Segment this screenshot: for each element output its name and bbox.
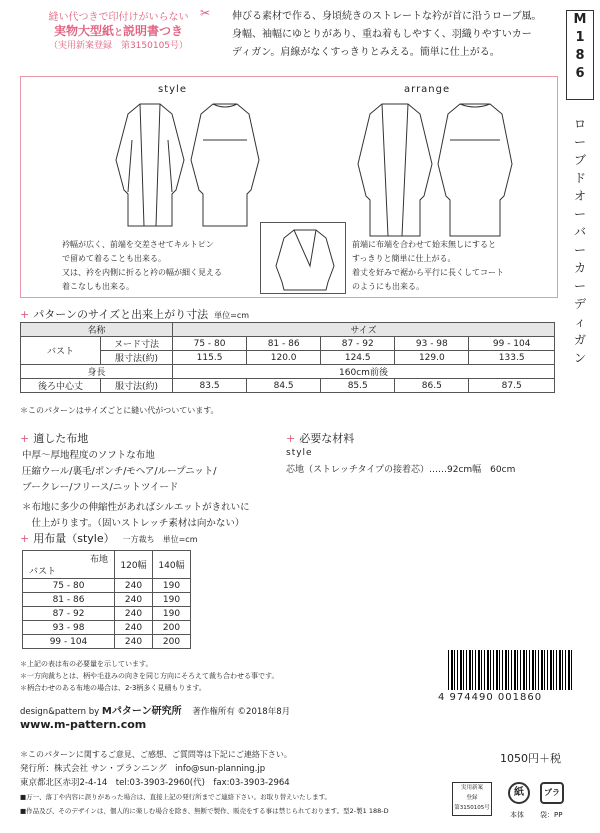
arrange-back-illustration [430, 100, 520, 240]
yardage-corner: 布地 バスト [23, 551, 115, 579]
yardage-heading: + 用布量（style） 一方裁ち 単位=cm [20, 532, 198, 545]
materials-heading: + 必要な材料 [286, 432, 355, 445]
row-bust: バスト [21, 337, 101, 365]
materials-sub: style [286, 448, 313, 458]
code-char: M [573, 12, 587, 27]
header-tagline: 縫い代つきで印付けがいらない [48, 12, 189, 23]
fabric-heading: + 適した布地 [20, 432, 89, 445]
materials-item: 芯地（ストレッチタイプの接着芯）……92cm幅 60cm [286, 465, 516, 475]
code-char: 8 [575, 48, 585, 63]
fabric-list: 中厚～厚地程度のソフトな布地 圧縮ウール/裏毛/ポンチ/モヘア/ループニット/ ブークレー/フリース/ニットツイード ＊布地に多少の伸縮性があればシルエットがきれいに 仕上がります。（固いストレッチ素材は向かない） [22, 450, 250, 529]
sizes-table-wrap [20, 322, 555, 393]
intro-line: ディガン。肩線がなくすっきりとみえる。簡単に仕上がる。 [232, 47, 500, 58]
highlight-instructions: 説明書つき [123, 24, 184, 38]
inset-illustration [270, 226, 340, 292]
label-nude: ヌード寸法 [101, 337, 173, 351]
th-140: 140幅 [153, 551, 191, 579]
bust-value: 124.5 [321, 351, 395, 365]
publisher-info: ＊このパターンに関するご意見、ご感想、ご質問等は下記にご連絡下さい。 発行所：株式会社 サン・プランニング info@sun-planning.jp 東京都北区赤羽2-4-14 tel:03-3903-2960(代) fax:03-3903-2964 ■万一、落丁や内容に誤りがあった場合は、直接上記の発行所までご連絡下さい。お取り替えいたします。 ■作品及び、そのデザインは、個人的に楽しむ場合を除き、無断で製作、販売をする事は禁じられております。型2-製1 188-D [20, 750, 389, 815]
back-value: 87.5 [469, 379, 555, 393]
product-title: ロ ー ブ ド オ ー バ ー カ ー デ ィ ガ ン [573, 117, 586, 365]
back-value: 85.5 [321, 379, 395, 393]
intro-text [232, 8, 552, 62]
code-char: 6 [575, 66, 585, 81]
scissors-icon: ✂ [200, 6, 211, 20]
back-value: 84.5 [247, 379, 321, 393]
patent-box: 実用新案 登録 第3150105号 [452, 782, 492, 816]
highlight-and: と [113, 28, 123, 38]
barcode [448, 650, 572, 690]
credits-line: design&pattern by Mパターン研究所 著作権所有 ©2018年8月 [20, 706, 291, 717]
sizes-footnote: ＊このパターンはサイズごとに縫い代がついています。 [20, 406, 219, 415]
th-name: 名称 [21, 323, 173, 337]
col-size: 99 - 104 [469, 337, 555, 351]
arrange-front-illustration [350, 100, 440, 240]
recycle-plastic-icon: プラ [540, 782, 564, 804]
yardage-table-wrap [22, 550, 191, 649]
header-patent: （実用新案登録 第3150105号） [48, 41, 189, 51]
bust-value: 115.5 [173, 351, 247, 365]
label-finished: 服寸法(約) [101, 379, 173, 393]
style-front-illustration [110, 100, 190, 230]
yardage-notes: ＊上記の表は布の必要量を示しています。 ＊一方向裁ちとは、柄や毛並みの向きを同じ方向にそろえて裁ち合わせる事です。 ＊柄合わせのある布地の場合は、2-3柄多く見積もります。 [20, 660, 279, 692]
yardage-table: 布地 バスト 120幅 140幅 75 - 80 240 190 81 - 86 240 190 87 - 92 240 190 93 - 98 240 200 99 - 104 240 200 [22, 550, 191, 649]
sizes-heading: + パターンのサイズと出来上がり寸法 単位=cm [20, 308, 250, 321]
code-char: 1 [575, 30, 585, 45]
height-value: 160cm前後 [173, 365, 555, 379]
bust-value: 120.0 [247, 351, 321, 365]
col-size: 87 - 92 [321, 337, 395, 351]
product-code [566, 10, 594, 100]
arrange-note: 前端に布端を合わせて始末無しにすると すっきりと簡単に仕上がる。 着丈を好みで裾から平行に長くしてコート のようにも出来る。 [352, 240, 504, 291]
col-size: 75 - 80 [173, 337, 247, 351]
row-back-length: 後ろ中心丈 [21, 379, 101, 393]
barcode-number: 4 974490 001860 [438, 692, 543, 703]
sizes-table [20, 322, 555, 393]
highlight-pattern: 実物大型紙 [53, 24, 114, 38]
material-bag-label: 袋：PP [540, 811, 563, 819]
intro-line: 身幅、袖幅にゆとりがあり、重ね着もしやすく、羽織りやすいカー [232, 29, 532, 40]
recycle-paper-icon: 紙 [508, 782, 530, 804]
header-highlight [36, 22, 201, 39]
intro-line: 伸びる素材で作る、身頃続きのストレートな衿が首に沿うローブ風。 [232, 11, 542, 22]
col-size: 81 - 86 [247, 337, 321, 351]
arrange-label: arrange [404, 84, 451, 95]
th-size: サイズ [173, 323, 555, 337]
material-body-label: 本体 [510, 811, 524, 819]
back-value: 86.5 [395, 379, 469, 393]
row-height: 身長 [21, 365, 173, 379]
col-size: 93 - 98 [395, 337, 469, 351]
style-note: 衿幅が広く、前端を交差させてキルトピン で留めて着ることも出来る。 又は、衿を内側に折ると衿の幅が細く見える 着こなしも出来る。 [62, 240, 222, 291]
label-finished: 服寸法(約) [101, 351, 173, 365]
credits-url[interactable]: www.m-pattern.com [20, 718, 147, 731]
style-back-illustration [185, 100, 265, 230]
th-120: 120幅 [115, 551, 153, 579]
bust-value: 129.0 [395, 351, 469, 365]
price: 1050円＋税 [500, 752, 561, 765]
bust-value: 133.5 [469, 351, 555, 365]
style-label: style [158, 84, 187, 95]
back-value: 83.5 [173, 379, 247, 393]
